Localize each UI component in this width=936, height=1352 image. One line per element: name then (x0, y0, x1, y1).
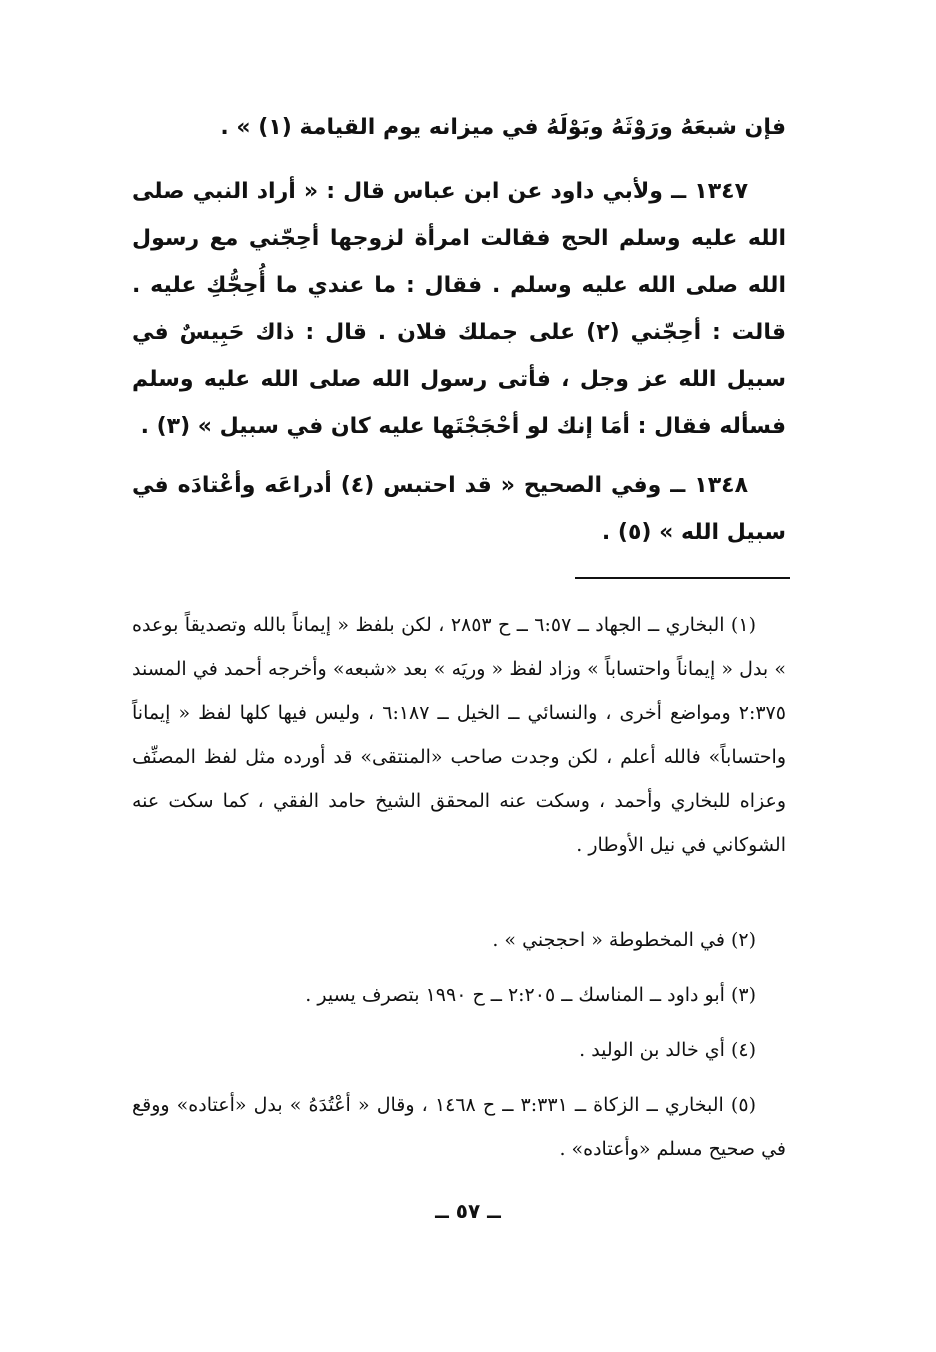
footnote-separator (575, 577, 790, 579)
hadith-1347: ١٣٤٧ ــ ولأبي داود عن ابن عباس قال : « أراد النبي صلى الله عليه وسلم الحج فقالت امرأة لزوجها أحِجّني مع رسول الله صلى الله عليه وسلم . فقال : ما عندي ما أُحِجُّكِ عليه . قالت : أحِجّني (٢) على جملك فلان . قال : ذاك حَبِيسٌ في سبيل الله عز وجل ، فأتى رسول الله صلى الله عليه وسلم فسأله فقال : أمَا إنك لو أحْجَجْتَها عليه كان في سبيل » (٣) . (132, 179, 786, 439)
footnote-4: (٤) أي خالد بن الوليد . (579, 1039, 756, 1061)
footnote-3: (٣) أبو داود ــ المناسك ــ ٢:٢٠٥ ــ ح ١٩٩٠ بتصرف يسير . (305, 984, 756, 1006)
footnote-1: (١) البخاري ــ الجهاد ــ ٦:٥٧ ــ ح ٢٨٥٣ ، لكن بلفظ « إيماناً بالله وتصديقاً بوعده » بدل « إيماناً واحتساباً » وزاد لفظ « وريَه » بعد «شبعه» وأخرجه أحمد في المسند ٢:٣٧٥ ومواضع أخرى ، والنسائي ــ الخيل ــ ٦:١٨٧ ، وليس فيها كلها لفظ « إيماناً واحتساباً» فالله أعلم ، لكن وجدت صاحب «المنتقى» قد أورده مثل لفظ المصنِّف وعزاه للبخاري وأحمد ، وسكت عنه المحقق الشيخ حامد الفقي ، كما سكت عنه الشوكاني في نيل الأوطار . (132, 614, 786, 856)
main-paragraph-continuation: فإن شبعَهُ ورَوْثَهُ وبَوْلَهُ في ميزانه يوم القيامة (١) » . (220, 115, 786, 140)
hadith-1348: ١٣٤٨ ــ وفي الصحيح « قد احتبس (٤) أدراعَه وأعْتادَه في سبيل الله » (٥) . (132, 473, 786, 545)
footnote-5: (٥) البخاري ــ الزكاة ــ ٣:٣٣١ ــ ح ١٤٦٨ ، وقال « أعْتُدَهُ » بدل «أعتاده» ووقع في صحيح مسلم «وأعتاده» . (132, 1094, 786, 1160)
footnote-2: (٢) في المخطوطة « احججني » . (492, 929, 756, 951)
page-number: ــ ٥٧ ــ (435, 1199, 501, 1223)
